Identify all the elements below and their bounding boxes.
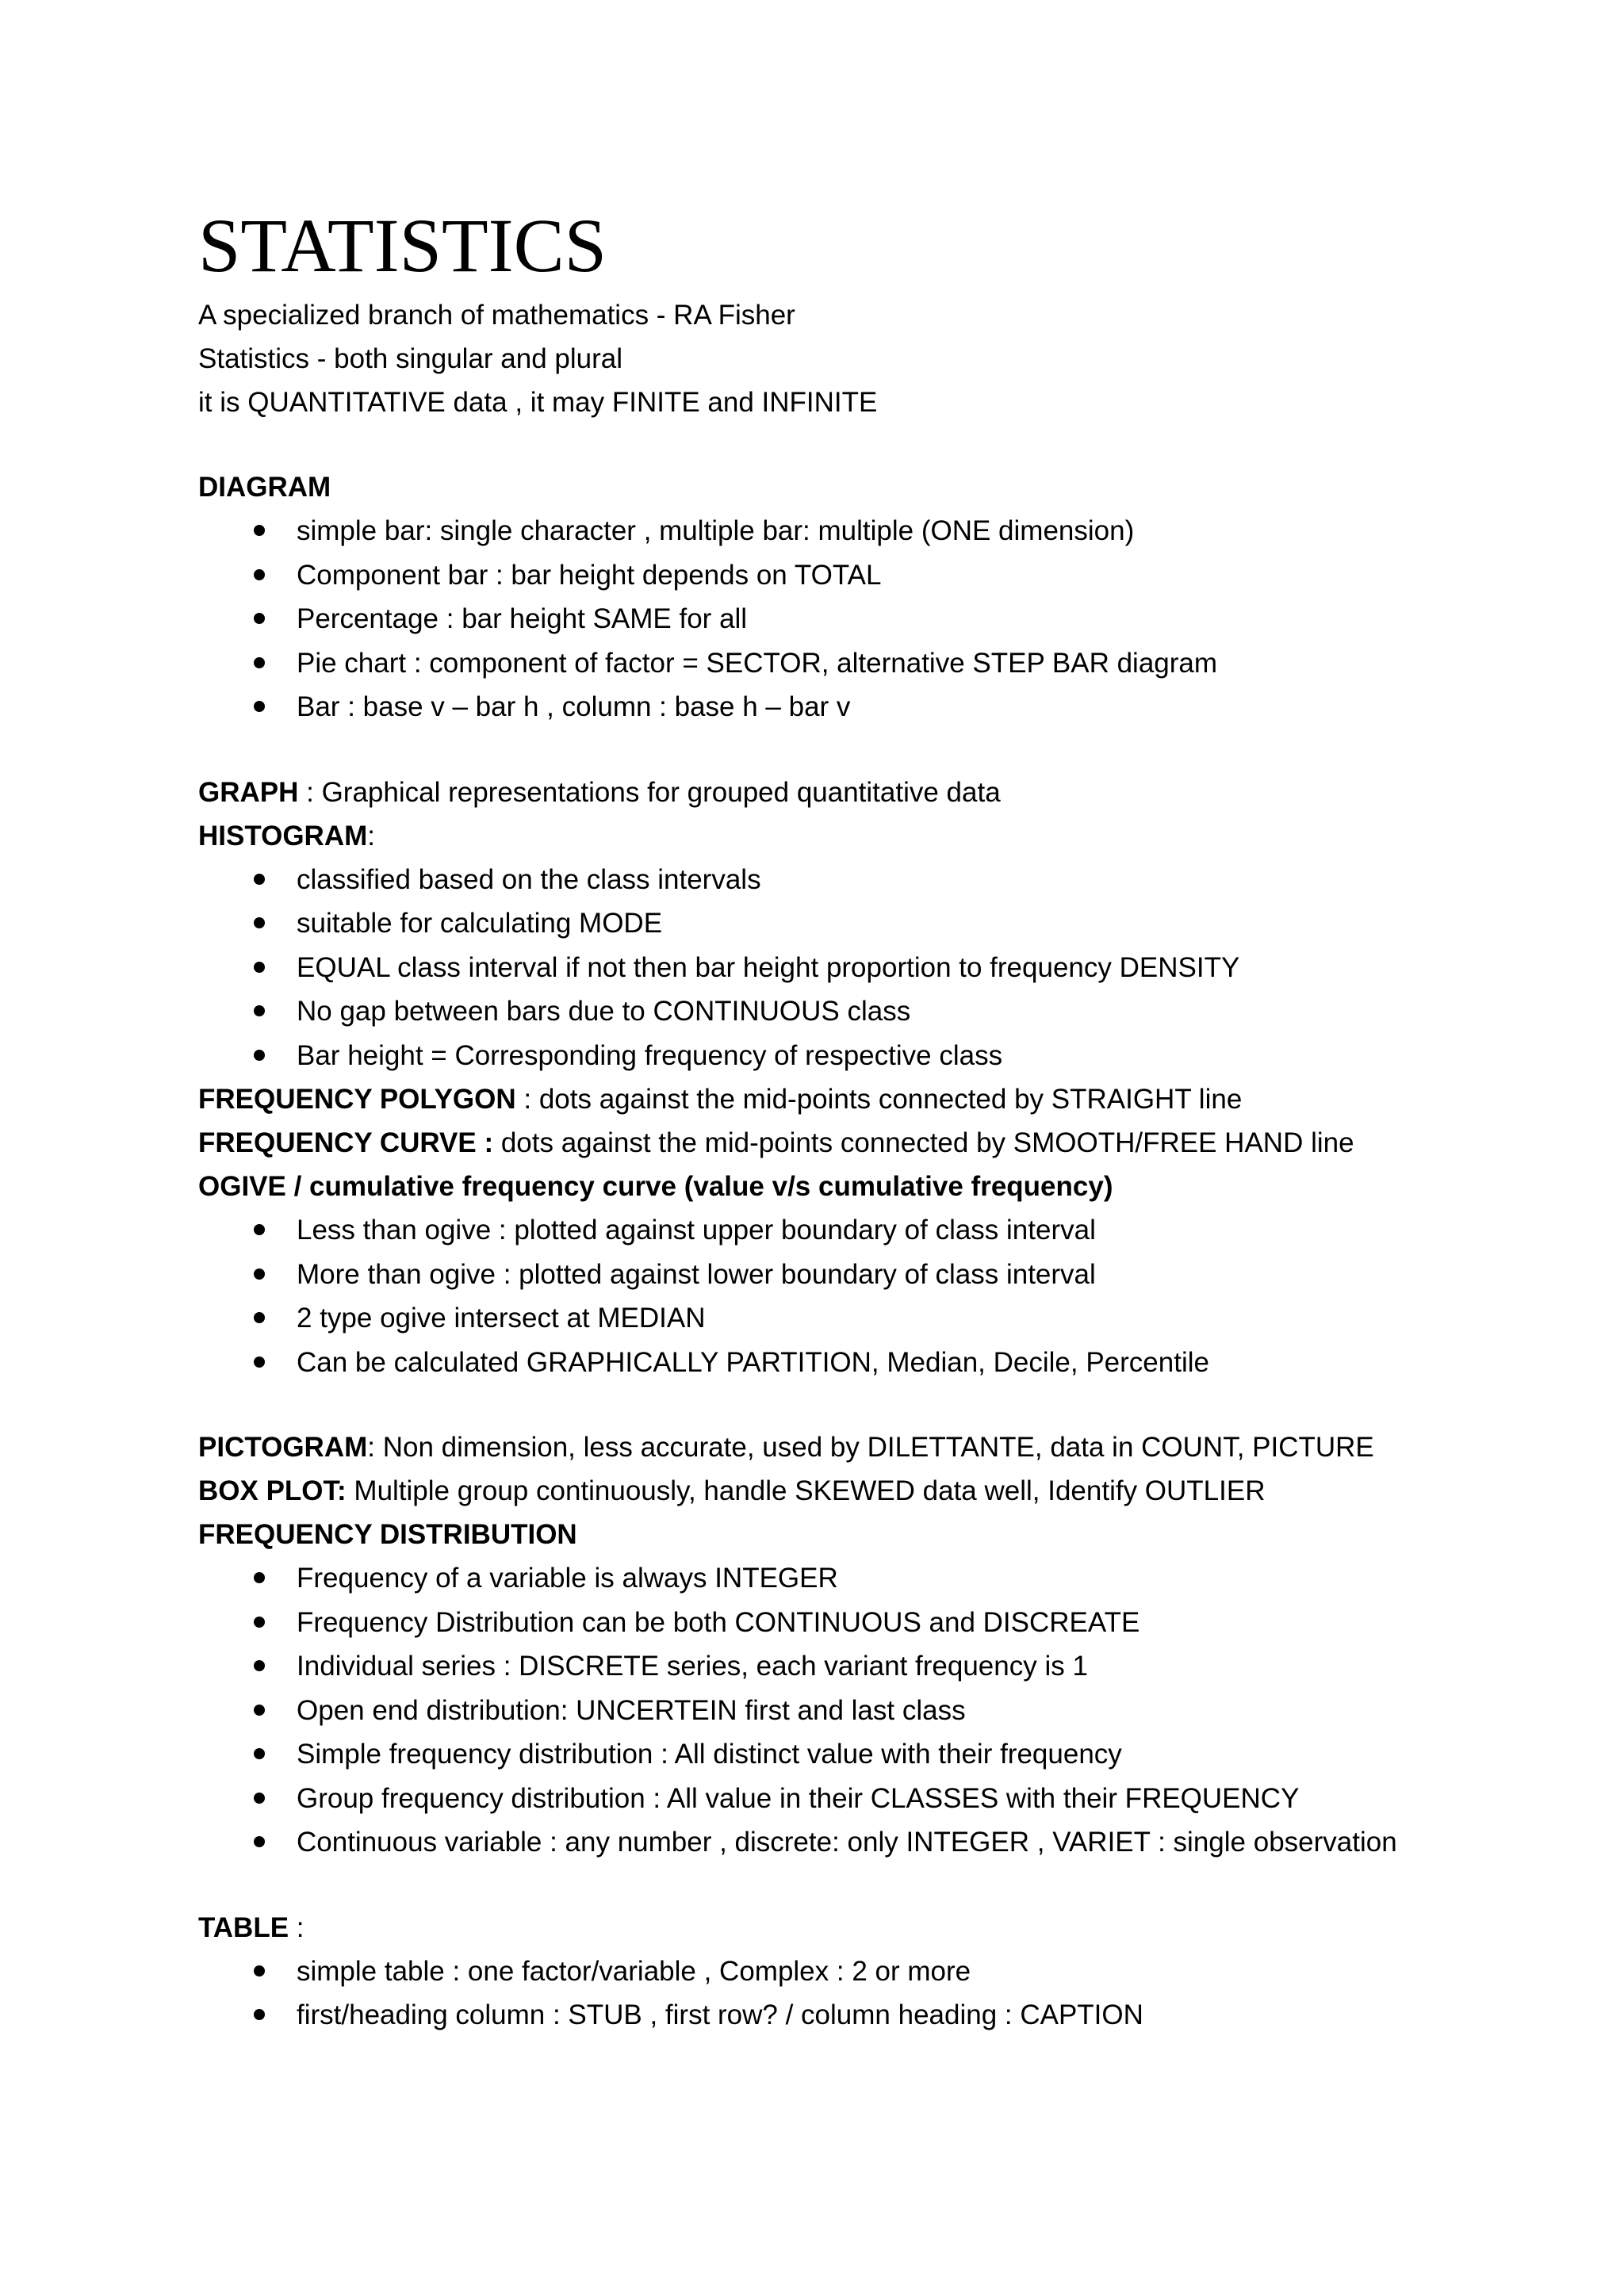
list-item-text: Simple frequency distribution : All distinct value with their frequency (297, 1739, 1122, 1770)
list-item (198, 641, 1546, 686)
frequency-polygon-heading: FREQUENCY POLYGON (198, 1084, 516, 1115)
bullet-icon (254, 1312, 265, 1323)
bullet-icon (254, 1269, 265, 1280)
frequency-distribution-section (198, 1513, 1546, 1556)
list-item-text: Percentage : bar height SAME for all (297, 603, 748, 634)
document-page (198, 198, 1546, 2038)
list-item-text: Frequency of a variable is always INTEGER (297, 1563, 838, 1594)
frequency-curve-text: dots against the mid-points connected by SMOOTH/FREE HAND line (493, 1127, 1354, 1158)
list-item-text: More than ogive : plotted against lower boundary of class interval (297, 1258, 1096, 1290)
list-item-text: No gap between bars due to CONTINUOUS class (297, 996, 911, 1027)
list-item-text: 2 type ogive intersect at MEDIAN (297, 1303, 706, 1334)
list-item-text: EQUAL class interval if not then bar height proportion to frequency DENSITY (297, 951, 1240, 983)
list-item-text: Bar : base v – bar h , column : base h – bar v (297, 691, 851, 722)
list-item (198, 1601, 1546, 1645)
bullet-icon (254, 962, 265, 973)
graph-section (198, 771, 1546, 814)
bullet-icon (254, 1357, 265, 1368)
list-item-text: Individual series : DISCRETE series, each variant frequency is 1 (297, 1651, 1088, 1682)
frequency-curve-heading: FREQUENCY CURVE : (198, 1127, 494, 1158)
list-item (198, 1253, 1546, 1297)
pictogram-text: : Non dimension, less accurate, used by DILETTANTE, data in COUNT, PICTURE (367, 1432, 1374, 1463)
page-title: STATISTICS (198, 203, 607, 288)
frequency-distribution-list (198, 1556, 1546, 1865)
graph-text: : Graphical representations for grouped quantitative data (298, 776, 1001, 808)
list-item-text: Continuous variable : any number , discrete: only INTEGER , VARIET : single observation (297, 1827, 1397, 1858)
list-item-text: Component bar : bar height depends on TOTAL (297, 559, 882, 591)
spacer (198, 1384, 1546, 1425)
list-item (198, 553, 1546, 598)
table-heading: TABLE (198, 1911, 289, 1943)
bullet-icon (254, 613, 265, 624)
bullet-icon (254, 657, 265, 668)
list-item (198, 901, 1546, 946)
list-item (198, 858, 1546, 902)
table-suffix: : (289, 1911, 304, 1943)
list-item (198, 1993, 1546, 2038)
spacer (198, 1865, 1546, 1906)
bullet-icon (254, 1224, 265, 1235)
list-item (198, 946, 1546, 990)
box-plot-section (198, 1469, 1546, 1513)
table-list (198, 1950, 1546, 2038)
bullet-icon (254, 525, 265, 536)
intro-line-2: Statistics - both singular and plural (198, 343, 622, 374)
list-item (198, 1341, 1546, 1385)
ogive-list (198, 1208, 1546, 1384)
list-item (198, 1777, 1546, 1821)
list-item (198, 1689, 1546, 1733)
spacer (198, 729, 1546, 771)
box-plot-text: Multiple group continuously, handle SKEWED data well, Identify OUTLIER (346, 1475, 1266, 1506)
list-item (198, 1820, 1546, 1865)
list-item (198, 1950, 1546, 1994)
list-item (198, 1208, 1546, 1253)
list-item-text: Open end distribution: UNCERTEIN first and last class (297, 1694, 966, 1726)
list-item (198, 1732, 1546, 1777)
pictogram-heading: PICTOGRAM (198, 1432, 368, 1463)
list-item (198, 1644, 1546, 1689)
list-item (198, 509, 1546, 553)
diagram-section (198, 465, 1546, 509)
intro-line-3: it is QUANTITATIVE data , it may FINITE and INFINITE (198, 387, 878, 418)
table-section (198, 1906, 1546, 1950)
bullet-icon (254, 569, 265, 580)
ogive-heading: OGIVE / cumulative frequency curve (value v/s cumulative frequency) (198, 1171, 1113, 1202)
bullet-icon (254, 1617, 265, 1628)
frequency-distribution-heading: FREQUENCY DISTRIBUTION (198, 1519, 577, 1550)
graph-heading: GRAPH (198, 776, 299, 808)
frequency-curve-section (198, 1121, 1546, 1165)
bullet-icon (254, 1836, 265, 1847)
bullet-icon (254, 1660, 265, 1671)
ogive-section (198, 1165, 1546, 1208)
bullet-icon (254, 1793, 265, 1804)
bullet-icon (254, 701, 265, 712)
bullet-icon (254, 1965, 265, 1976)
list-item-text: simple bar: single character , multiple bar: multiple (ONE dimension) (297, 515, 1135, 546)
box-plot-heading: BOX PLOT: (198, 1475, 347, 1506)
list-item-text: Frequency Distribution can be both CONTINUOUS and DISCREATE (297, 1606, 1140, 1638)
histogram-suffix: : (367, 820, 375, 851)
bullet-icon (254, 1572, 265, 1583)
bullet-icon (254, 1748, 265, 1759)
list-item (198, 989, 1546, 1034)
diagram-list (198, 509, 1546, 729)
spacer (198, 424, 1546, 465)
bullet-icon (254, 874, 265, 885)
list-item-text: Bar height = Corresponding frequency of respective class (297, 1039, 1003, 1071)
bullet-icon (254, 1705, 265, 1716)
bullet-icon (254, 917, 265, 928)
list-item (198, 1556, 1546, 1601)
list-item (198, 597, 1546, 641)
list-item (198, 685, 1546, 729)
bullet-icon (254, 1005, 265, 1016)
list-item-text: Group frequency distribution : All value in their CLASSES with their FREQUENCY (297, 1782, 1300, 1814)
list-item-text: Pie chart : component of factor = SECTOR, alternative STEP BAR diagram (297, 647, 1218, 679)
pictogram-section (198, 1425, 1546, 1469)
frequency-polygon-section (198, 1077, 1546, 1121)
histogram-section (198, 814, 1546, 858)
list-item (198, 1034, 1546, 1078)
diagram-heading: DIAGRAM (198, 472, 331, 503)
list-item-text: first/heading column : STUB , first row? / column heading : CAPTION (297, 1999, 1143, 2030)
intro-line-1: A specialized branch of mathematics - RA Fisher (198, 300, 795, 331)
list-item (198, 1296, 1546, 1341)
list-item-text: classified based on the class intervals (297, 863, 761, 895)
histogram-list (198, 858, 1546, 1078)
histogram-heading: HISTOGRAM (198, 820, 368, 851)
list-item-text: Can be calculated GRAPHICALLY PARTITION, Median, Decile, Percentile (297, 1346, 1209, 1378)
bullet-icon (254, 2009, 265, 2020)
list-item-text: Less than ogive : plotted against upper boundary of class interval (297, 1215, 1096, 1246)
bullet-icon (254, 1050, 265, 1061)
list-item-text: suitable for calculating MODE (297, 908, 663, 939)
list-item-text: simple table : one factor/variable , Complex : 2 or more (297, 1955, 971, 1987)
frequency-polygon-text: : dots against the mid-points connected by STRAIGHT line (515, 1084, 1243, 1115)
